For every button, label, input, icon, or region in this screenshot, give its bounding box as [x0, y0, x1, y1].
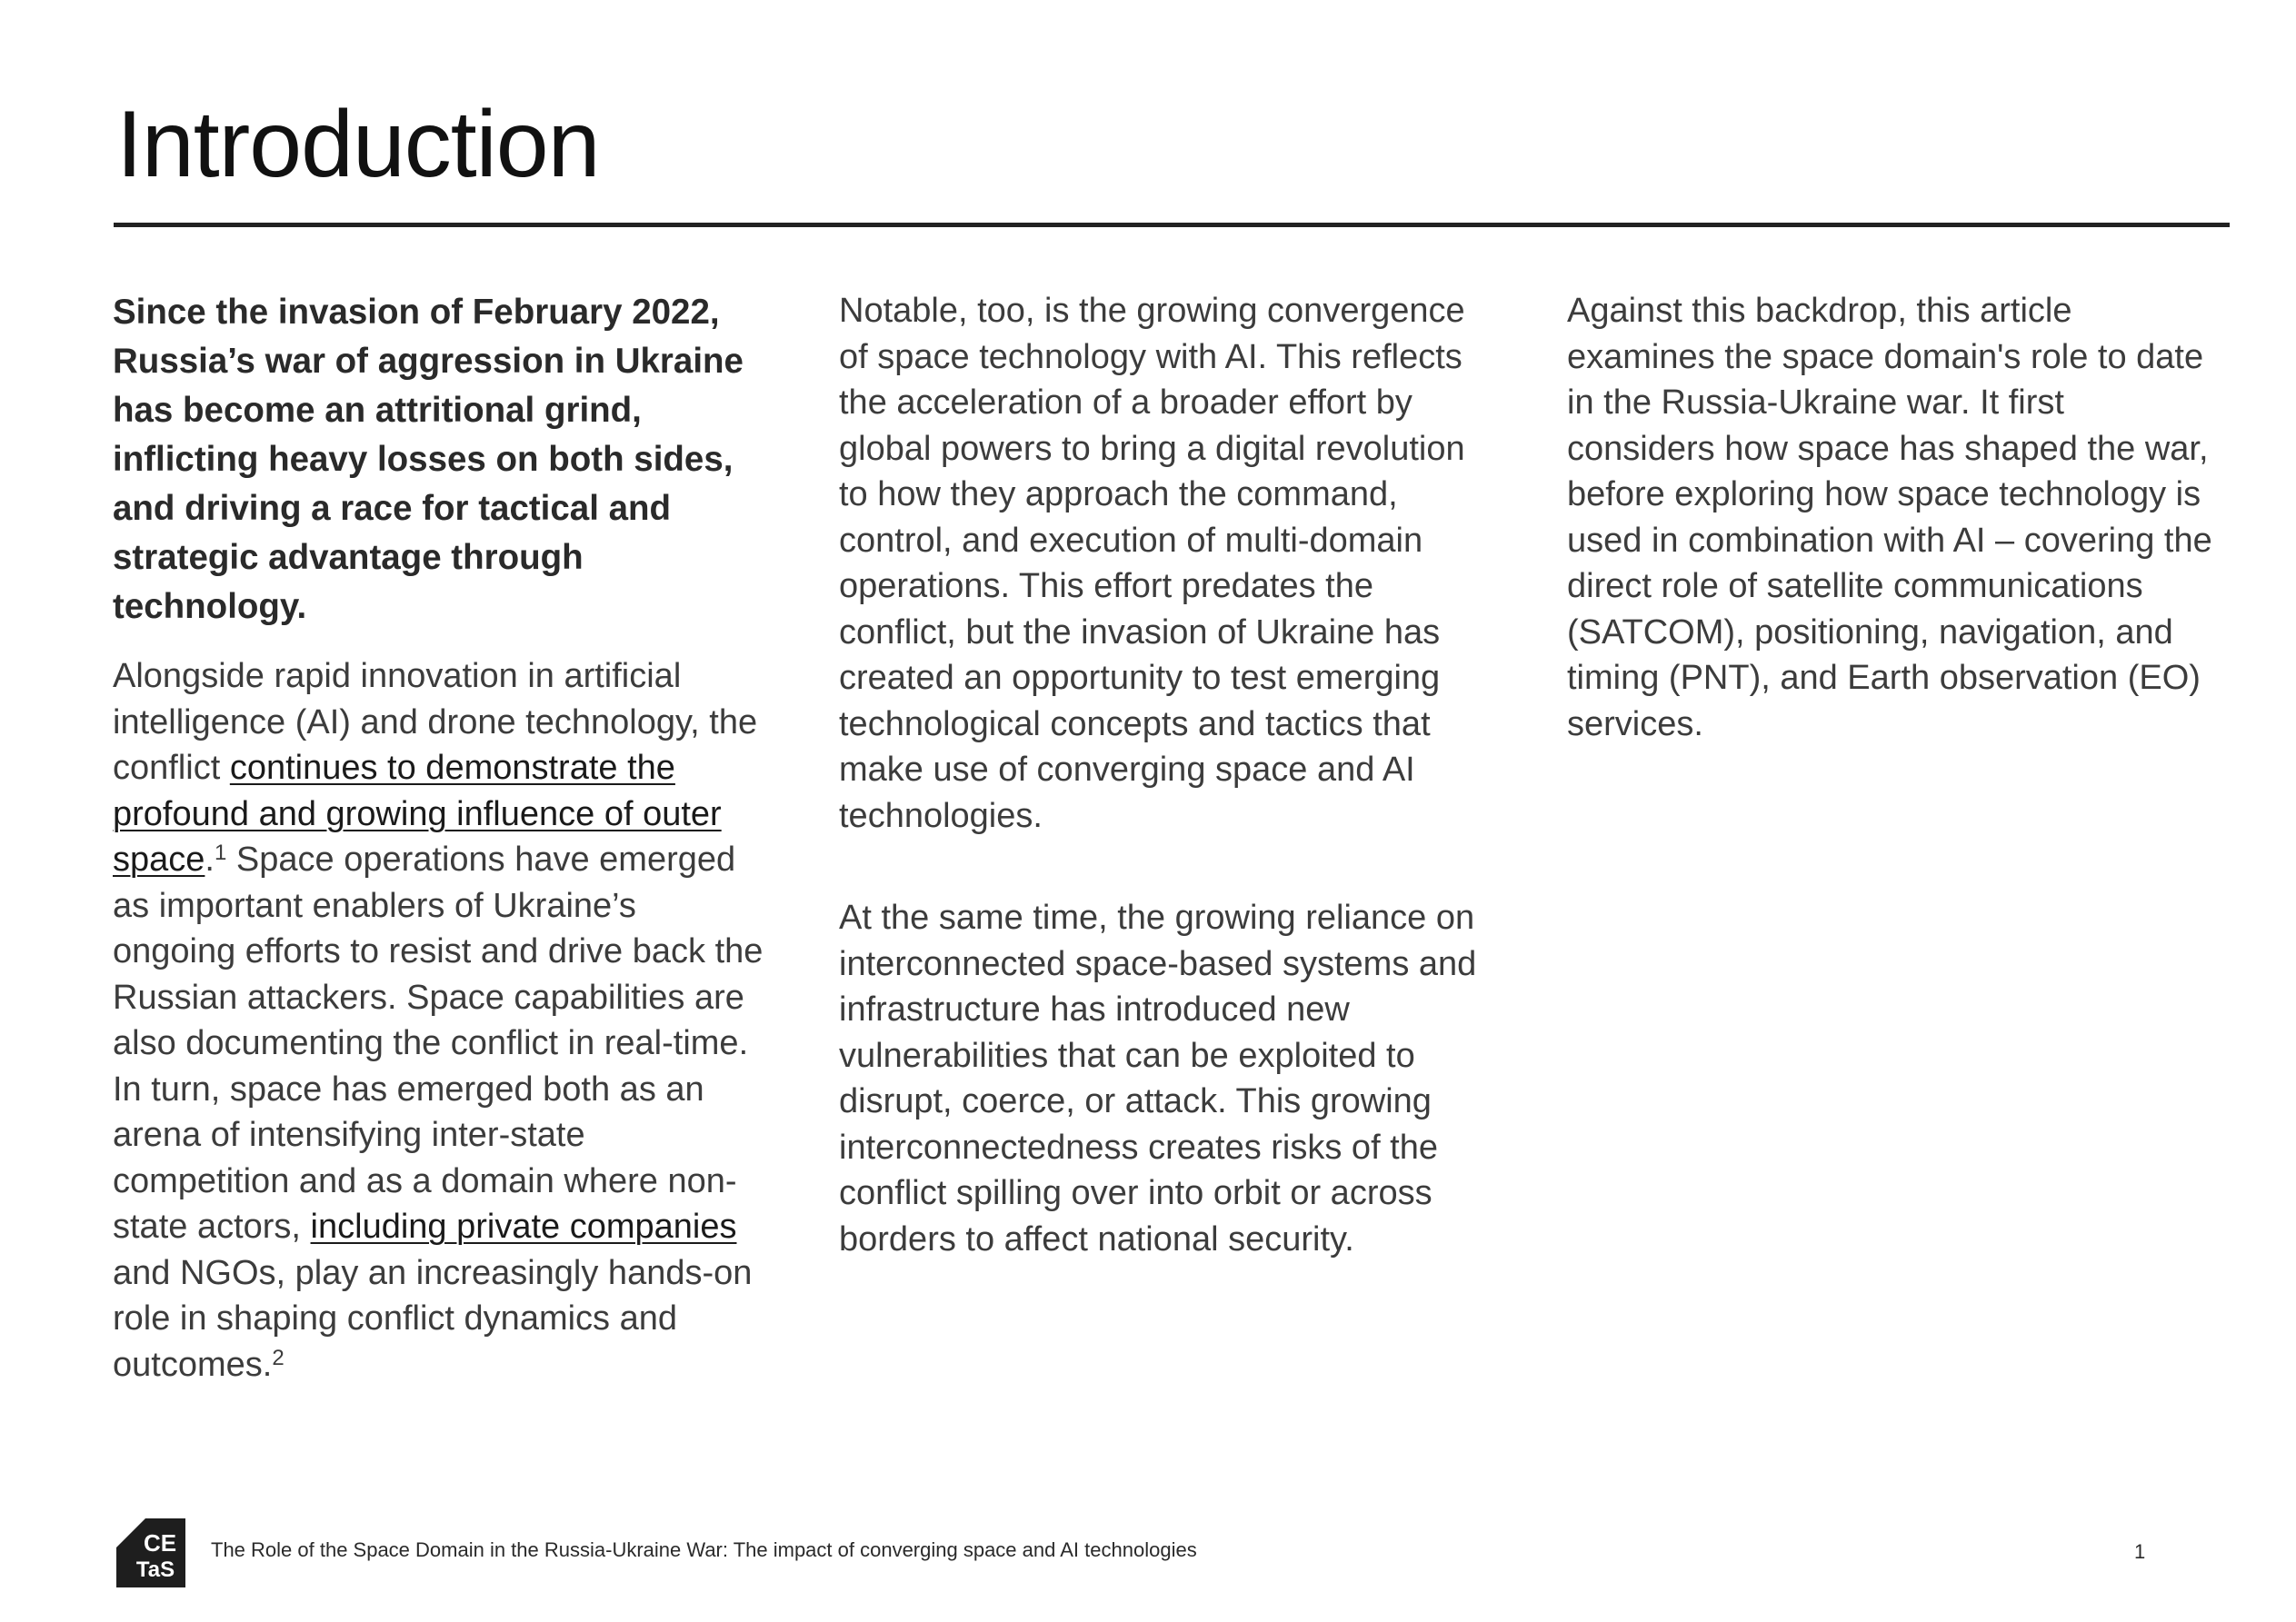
body-paragraph-4: Against this backdrop, this article examines the space domain's role to date in the Russia-Ukraine war. It first considers how space has shaped the war, before exploring how space technology is used in combination with AI – covering the direct role of satellite communications (SATCOM), positioning, navigation, and timing (PNT), and Earth observation (EO) services.: [1567, 292, 2212, 743]
outer-space-influence-link[interactable]: continues to demonstrate the profound and growing influence of outer space: [113, 749, 722, 879]
body-paragraph-1: [113, 653, 765, 1388]
body-paragraph-3: At the same time, the growing reliance on interconnected space-based systems and infrastructure has introduced new vulnerabilities that can be exploited to disrupt, coerce, or attack. This growing interconnectedness creates risks of the conflict spilling over into orbit or across borders to affect national security.: [839, 899, 1477, 1259]
text-span: .: [205, 841, 215, 879]
logo-text-top: CE: [143, 1529, 177, 1557]
text-span: Alongside rapid innovation in artificial intelligence (AI) and drone technology, the conflict: [113, 657, 758, 787]
body-paragraph-2: Notable, too, is the growing convergence of space technology with AI. This reflects the acceleration of a broader effort by global powers to bring a digital revolution to how they approach the command, control, and execution of multi-domain operations. This effort predates the conflict, but the invasion of Ukraine has created an opportunity to test emerging technological concepts and tactics that make use of converging space and AI technologies.: [839, 292, 1465, 835]
text-span: and NGOs, play an increasingly hands-on role in shaping conflict dynamics and outcomes.: [113, 1253, 753, 1384]
cetas-logo-icon: [115, 1517, 187, 1589]
footnote-ref-2[interactable]: 2: [272, 1345, 285, 1370]
column-left: [113, 288, 765, 1388]
column-right: [1567, 288, 2220, 747]
title-divider: [114, 223, 2230, 227]
private-companies-link[interactable]: including private companies: [310, 1208, 737, 1246]
text-span: Space operations have emerged as important enablers of Ukraine’s ongoing efforts to resist and drive back the Russian attackers. Space capabilities are also documenting the conflict in real-time. In turn, space has emerged both as an arena of intensifying inter-state competition and as a domain where non-state actors,: [113, 841, 764, 1246]
logo-text-bottom: TaS: [135, 1557, 175, 1582]
footnote-ref-1[interactable]: 1: [214, 841, 227, 866]
lead-paragraph: Since the invasion of February 2022, Russia’s war of aggression in Ukraine has become an attritional grind, inflicting heavy losses on both sides, and driving a race for tactical and strategic advantage through technology.: [113, 293, 744, 626]
footer-document-title: The Role of the Space Domain in the Russia-Ukraine War: The impact of converging space and AI technologies: [211, 1538, 1197, 1561]
page-number: 1: [2134, 1540, 2146, 1563]
page-title: Introduction: [116, 92, 600, 197]
page-footer: [0, 1513, 2296, 1586]
column-middle: [839, 288, 1492, 1262]
